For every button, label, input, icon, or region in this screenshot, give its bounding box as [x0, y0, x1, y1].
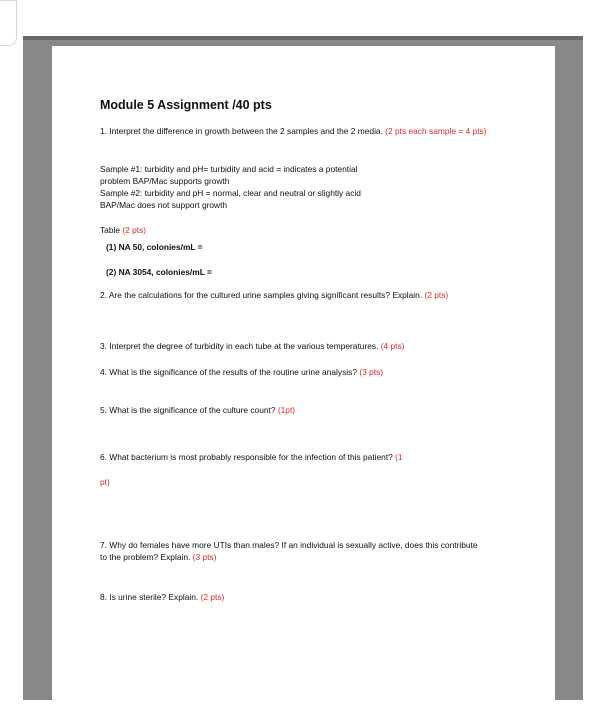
question-7-line-2: to the problem? Explain. [100, 552, 191, 562]
question-1 [100, 125, 515, 137]
question-3-points: (4 pts) [380, 341, 405, 351]
question-8-points: (2 pts) [200, 592, 225, 602]
document-viewer[interactable] [23, 36, 583, 700]
question-5-points: (1pt) [277, 405, 296, 415]
question-1-points: (2 pts each sample = 4 pts) [385, 126, 487, 136]
answer-line: Sample #2: turbidity and pH = normal, clear and neutral or slightly acid [100, 188, 361, 198]
question-6 [100, 451, 515, 463]
table-points: (2 pts) [122, 225, 147, 235]
question-6-text: 6. What bacterium is most probably responsible for the infection of this patient? [100, 452, 393, 462]
document-page [52, 46, 555, 706]
table-row-2: (2) NA 3054, colonies/mL = [106, 267, 212, 277]
question-8-text: 8. Is urine sterile? Explain. [100, 592, 199, 602]
question-5 [100, 404, 515, 416]
question-7-points: (3 pts) [192, 552, 217, 562]
question-4 [100, 366, 515, 378]
question-4-text: 4. What is the significance of the results of the routine urine analysis? [100, 367, 357, 377]
question-3-text: 3. Interpret the degree of turbidity in each tube at the various temperatures. [100, 341, 379, 351]
answer-line: Sample #1: turbidity and pH= turbidity and acid = indicates a potential [100, 164, 358, 174]
question-1-text: 1. Interpret the difference in growth between the 2 samples and the 2 media. [100, 126, 383, 136]
question-7-line-1: 7. Why do females have more UTIs than males? If an individual is sexually active, does this contribute [100, 540, 478, 550]
answer-line: problem BAP/Mac supports growth [100, 176, 230, 186]
table-section [100, 224, 515, 236]
document-title: Module 5 Assignment /40 pts [100, 98, 272, 112]
answer-block [100, 163, 515, 211]
window-corner-tab [0, 0, 17, 46]
question-6-points: (1 [395, 452, 403, 462]
question-2-text: 2. Are the calculations for the cultured urine samples giving significant results? Explain. [100, 290, 423, 300]
question-4-points: (3 pts) [359, 367, 384, 377]
table-label: Table [100, 225, 121, 235]
question-7 [100, 539, 515, 563]
question-2 [100, 289, 515, 301]
question-2-points: (2 pts) [424, 290, 449, 300]
question-5-text: 5. What is the significance of the culture count? [100, 405, 276, 415]
question-3 [100, 340, 515, 352]
question-6-points-continued: pt) [100, 477, 110, 487]
answer-line: BAP/Mac does not support growth [100, 200, 228, 210]
table-row-1: (1) NA 50, colonies/mL = [106, 242, 203, 252]
question-8 [100, 591, 515, 603]
